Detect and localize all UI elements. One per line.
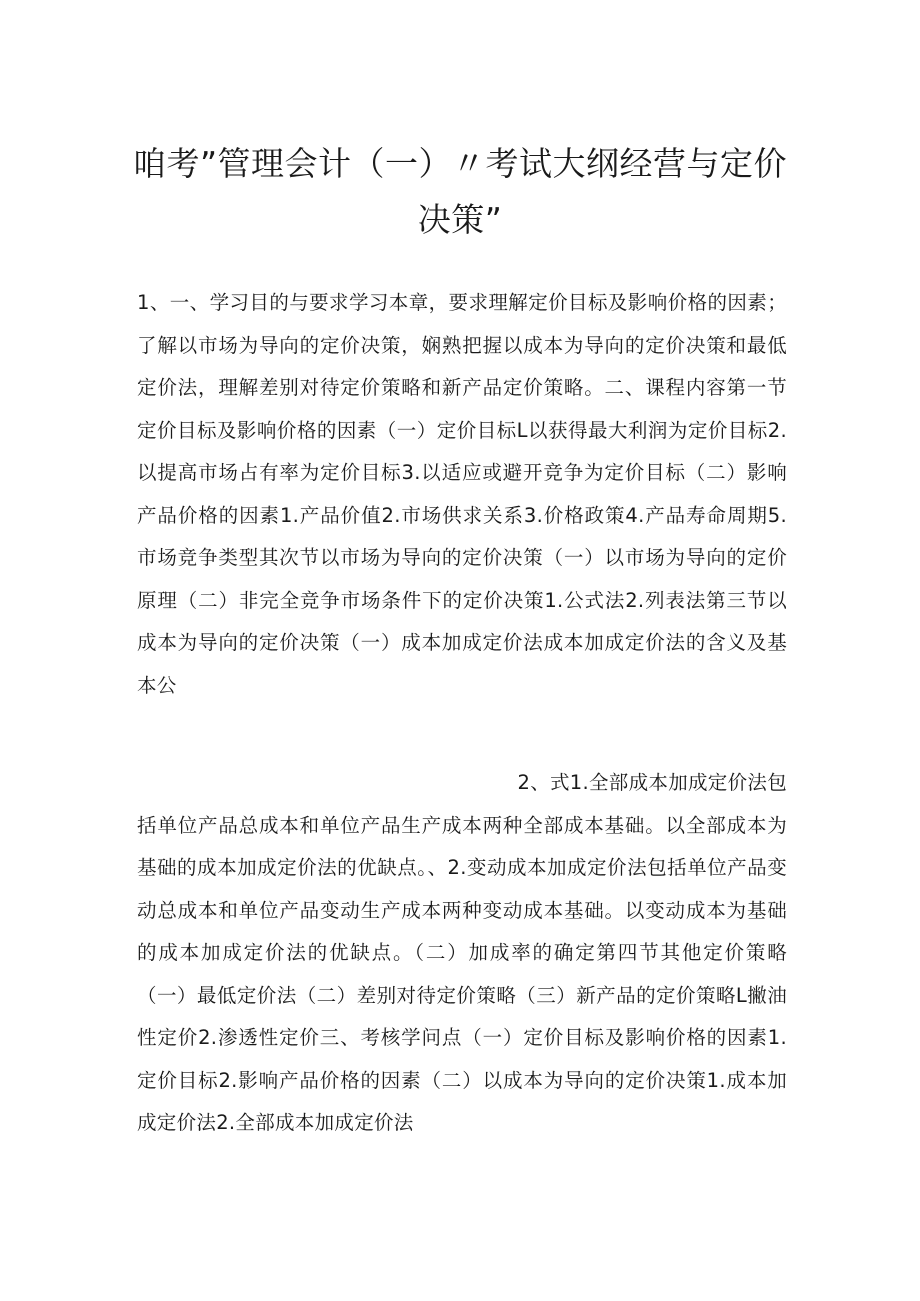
- paragraph-2-body: 括单位产品总成本和单位产品生产成本两种全部成本基础。以全部成本为基础的成本加成定价法的优缺点。、2.变动成本加成定价法包括单位产品变动总成本和单位产品变动生产成本两种变动成本基础。以变动成本为基础的成本加成定价法的优缺点。（二）加成率的确定第四节其他定价策略（一）最低定价法（二）差别对待定价策略（三）新产品的定价策略L撇油性定价2.渗透性定价三、考核学问点（一）定价目标及影响价格的因素1.定价目标2.影响产品价格的因素（二）以成本为导向的定价决策1.成本加成定价法2.全部成本加成定价法: [137, 813, 787, 1134]
- paragraph-2: [137, 762, 787, 1145]
- document-title: 咱考”管理会计（一）〃考试大纲经营与定价决策”: [132, 144, 788, 239]
- paragraph-2-first-line: 2、式1.全部成本加成定价法包: [517, 771, 787, 794]
- paragraph-1: 1、一、学习目的与要求学习本章，要求理解定价目标及影响价格的因素；了解以市场为导向的定价决策，娴熟把握以成本为导向的定价决策和最低定价法，理解差别对待定价策略和新产品定价策略。二、课程内容第一节定价目标及影响价格的因素（一）定价目标L以获得最大利润为定价目标2.以提高市场占有率为定价目标3.以适应或避开竞争为定价目标（二）影响产品价格的因素1.产品价值2.市场供求关系3.价格政策4.产品寿命周期5.市场竞争类型其次节以市场为导向的定价决策（一）以市场为导向的定价原理（二）非完全竞争市场条件下的定价决策1.公式法2.列表法第三节以成本为导向的定价决策（一）成本加成定价法成本加成定价法的含义及基本公: [137, 291, 787, 697]
